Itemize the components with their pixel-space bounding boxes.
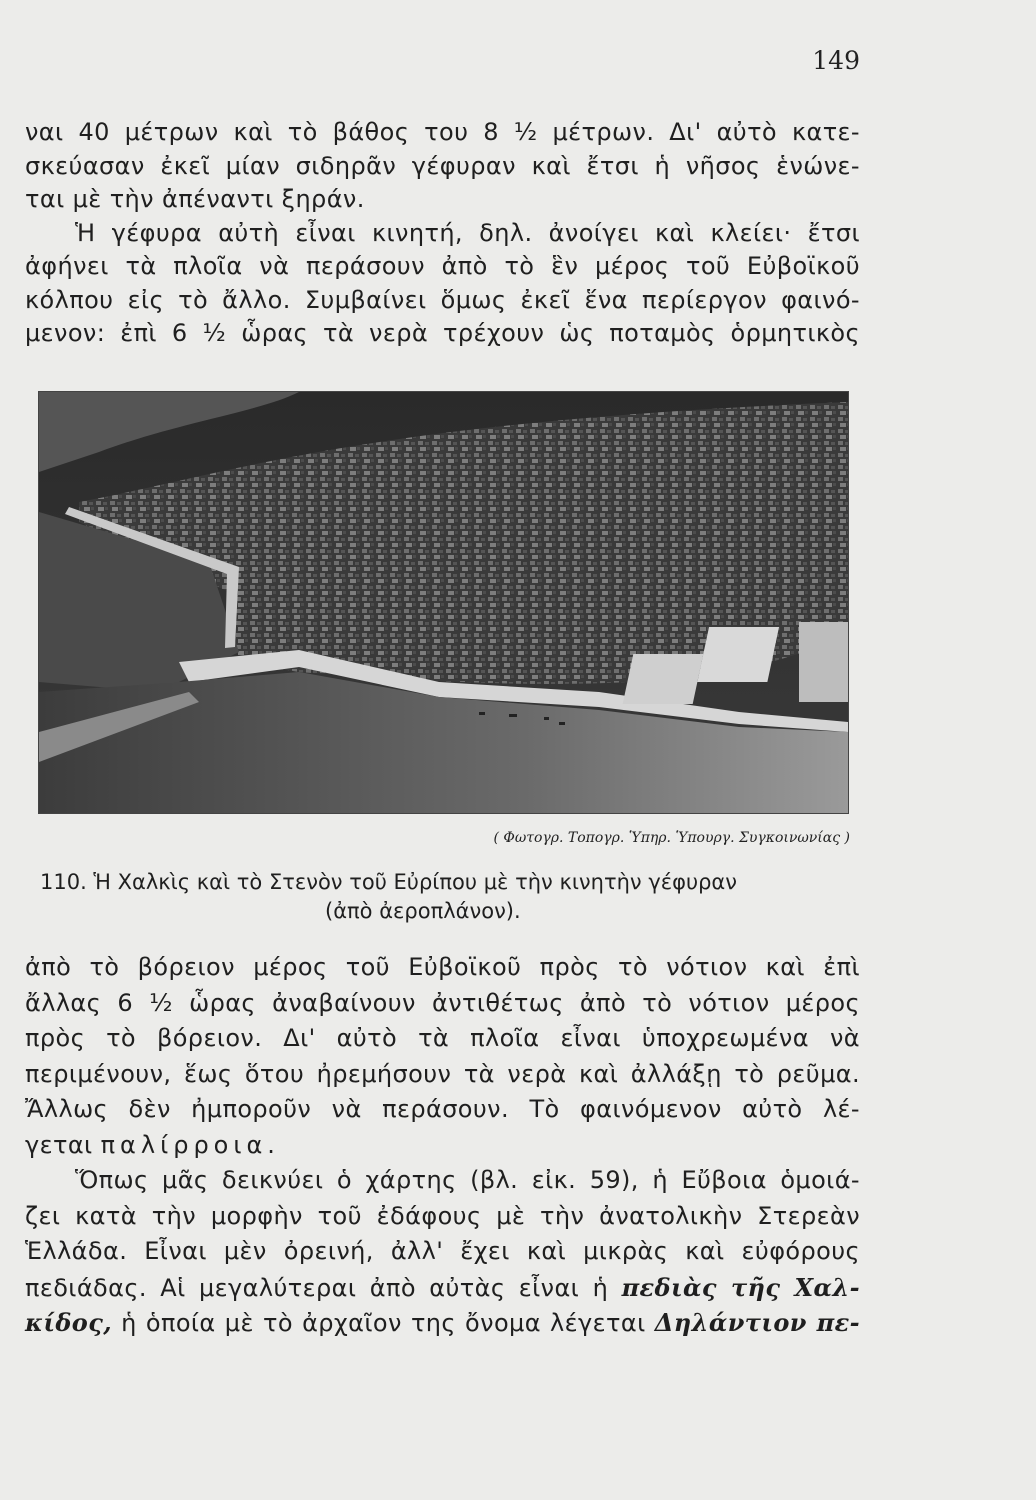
caption-line: 110. Ἡ Χαλκὶς καὶ τὸ Στενὸν τοῦ Εὐρίπου μὲ τὴν κινητὴν γέφυραν bbox=[40, 870, 738, 894]
text-line: σκεύασαν ἐκεῖ μίαν σιδηρᾶν γέφυραν καὶ ἔτσι ἡ νῆσος ἑνώνε- bbox=[25, 151, 860, 180]
term-dilantion: Δηλάντιον πε- bbox=[654, 1308, 860, 1337]
term-pedias-chalkidos-cont: κίδος, bbox=[25, 1308, 112, 1337]
photo-credit: ( Φωτογρ. Τοπογρ. Ὑπηρ. Ὑπουργ. Συγκοινωνίας ) bbox=[493, 830, 850, 846]
paragraph-top bbox=[25, 116, 860, 351]
text-fragment: γεται bbox=[25, 1130, 101, 1159]
text-line: ἀφήνει τὰ πλοῖα νὰ περάσουν ἀπὸ τὸ ἓν μέρος τοῦ Εὐβοϊκοῦ bbox=[25, 252, 860, 280]
text-line: κόλπου εἰς τὸ ἄλλο. Συμβαίνει ὅμως ἐκεῖ ἕνα περίεργον φαινό- bbox=[25, 285, 860, 314]
aerial-photo-illustration bbox=[39, 392, 848, 813]
aerial-photo-chalkida bbox=[38, 391, 849, 814]
text-fragment: ἡ ὁποία μὲ τὸ ἀρχαῖον της ὄνομα λέγεται bbox=[112, 1309, 655, 1337]
text-line bbox=[25, 1305, 860, 1341]
text-line: Ὅπως μᾶς δεικνύει ὁ χάρτης (βλ. εἰκ. 59), ἡ Εὔβοια ὁμοιά- bbox=[75, 1166, 860, 1194]
text-line: ζει κατὰ τὴν μορφὴν τοῦ ἐδάφους μὲ τὴν ἀνατολικὴν Στερεὰν bbox=[25, 1201, 860, 1230]
text-line: μενον: ἐπὶ 6 ½ ὧρας τὰ νερὰ τρέχουν ὡς ποταμὸς ὁρμητικὸς bbox=[25, 319, 860, 347]
text-line: Ἑλλάδα. Εἶναι μὲν ὀρεινή, ἀλλ' ἔχει καὶ μικρὰς καὶ εὐφόρους bbox=[25, 1237, 860, 1265]
term-pedias-chalkidos: πεδιὰς τῆς Χαλ- bbox=[621, 1272, 860, 1302]
text-line: περιμένουν, ἕως ὅτου ἠρεμήσουν τὰ νερὰ καὶ ἀλλάξῃ τὸ ρεῦμα. bbox=[25, 1059, 860, 1088]
text-fragment: πεδιάδας. Αἱ μεγαλύτεραι ἀπὸ αὐτὰς εἶναι ἡ bbox=[25, 1273, 622, 1302]
term-palirroia: παλίρροια bbox=[100, 1130, 268, 1159]
figure-caption bbox=[40, 868, 850, 926]
text-line bbox=[25, 1128, 860, 1164]
text-line: πρὸς τὸ βόρειον. Δι' αὐτὸ τὰ πλοῖα εἶναι ὑποχρεωμένα νὰ bbox=[25, 1024, 860, 1052]
paragraph-bottom bbox=[25, 950, 860, 1341]
text-fragment: . bbox=[267, 1130, 276, 1159]
caption-line: (ἀπὸ ἀεροπλάνον). bbox=[325, 899, 521, 923]
text-line: Ἄλλως δὲν ἠμποροῦν νὰ περάσουν. Τὸ φαινόμενον αὐτὸ λέ- bbox=[25, 1095, 860, 1123]
text-line: ται μὲ τὴν ἀπέναντι ξηράν. bbox=[25, 185, 365, 213]
text-line bbox=[25, 1270, 860, 1306]
text-line: Ἡ γέφυρα αὐτὴ εἶναι κινητή, δηλ. ἀνοίγει καὶ κλείει· ἔτσι bbox=[75, 218, 860, 247]
text-line: ναι 40 μέτρων καὶ τὸ βάθος του 8 ½ μέτρων. Δι' αὐτὸ κατε- bbox=[25, 118, 860, 146]
page-number: 149 bbox=[812, 46, 860, 75]
text-line: ἄλλας 6 ½ ὧρας ἀναβαίνουν ἀντιθέτως ἀπὸ τὸ νότιον μέρος bbox=[25, 988, 860, 1017]
text-line: ἀπὸ τὸ βόρειον μέρος τοῦ Εὐβοϊκοῦ πρὸς τὸ νότιον καὶ ἐπὶ bbox=[25, 953, 860, 981]
